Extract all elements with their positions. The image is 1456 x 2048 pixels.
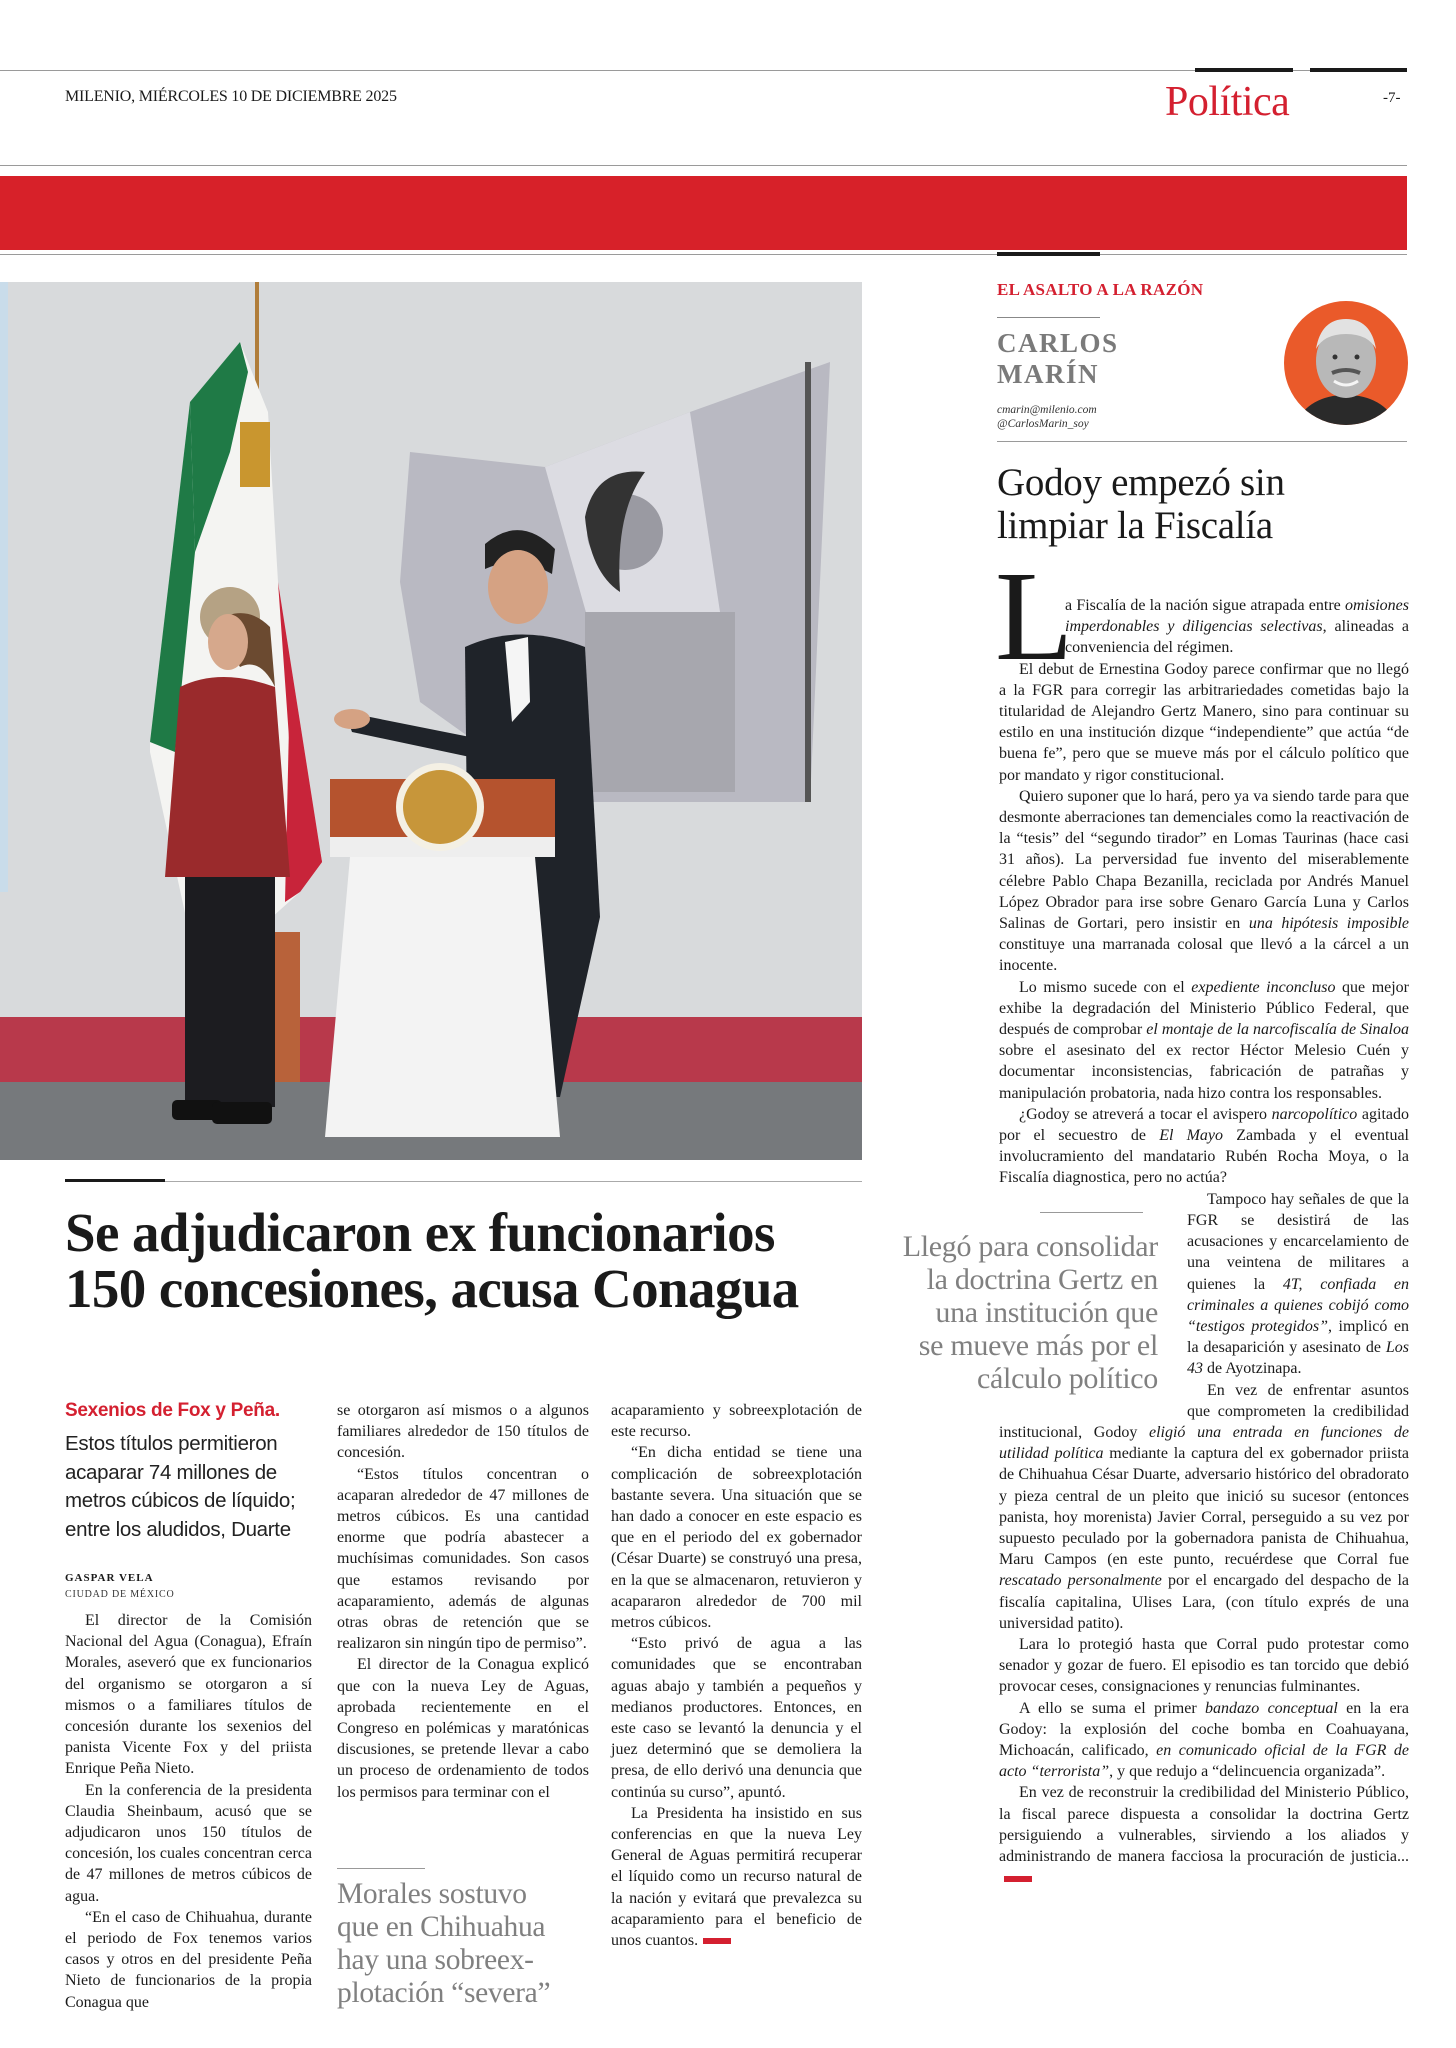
- author-first-name: CARLOS: [997, 328, 1119, 358]
- italic-text: eligió una entrada en funciones de utilidad política: [999, 1423, 1410, 1463]
- paragraph-text: El debut de Ernestina Godoy parece confirmar que no llegó a la FGR para corregir las arbitrariedades cometidas bajo la titularidad de Alejandro Gertz Manero, sino para continuar su estilo en una institución dizque “independiente” que actúa “de buena fe”, pero que se mueve más por el cálculo político que por mandato y rigor constitucional.: [999, 660, 1409, 784]
- column-paragraph: [995, 545, 1410, 687]
- paragraph-text: que mejor exhibe la degradación del Ministerio Público Federal, que después de comprobar: [999, 978, 1410, 1039]
- drop-cap-letter: L: [995, 545, 1074, 687]
- publication-date: MILENIO, MIÉRCOLES 10 DE DICIEMBRE 2025: [65, 88, 397, 105]
- column-accent-bar: [997, 252, 1100, 256]
- paragraph-text: El director de la Comisión Nacional del Agua (Conagua), Efraín Morales, aseveró que ex funcionarios del organismo se otorgaron a sí mismos o a familiares títulos de concesión durante los sexenios del panista Vicente Fox y del priista Enrique Peña Nieto.: [65, 1612, 312, 1778]
- paragraph-text: Lara lo protegió hasta que Corral pudo protestar como senador y gozar de fuero. El episodio es tan torcido que debió provocar ceses, consignaciones y renuncias fulminantes.: [999, 1635, 1409, 1696]
- paragraph-text: En vez de reconstruir la credibilidad del Ministerio Público, la fiscal parece dispuesta a consolidar la doctrina Gertz persiguiendo a vulnerables, sirviendo a los aliados y administrando de manera facciosa la procuración de justicia...: [999, 1784, 1409, 1865]
- article-byline: GASPAR VELA: [65, 1572, 154, 1584]
- article-pull-quote: [337, 1878, 550, 2010]
- headline-line: Godoy empezó sin: [997, 461, 1285, 504]
- article-column-3: [611, 1400, 862, 1951]
- article-paragraph: [337, 1400, 589, 1464]
- paragraph-text: “Estos títulos concentran o acaparan alrededor de 47 millones de metros cúbicos. Es una cantidad enorme que podría abastecer a muchísimas comunidades. Son casos que estamos revisando por acaparamiento, además de algunas otras obras de retención que se realizaron sin ningún tipo de permiso”.: [337, 1465, 589, 1653]
- article-column-2: [337, 1400, 589, 1803]
- article-paragraph: [337, 1464, 589, 1655]
- column-paragraph: [999, 786, 1409, 977]
- italic-text: rescatado personalmente: [999, 1572, 1162, 1590]
- paragraph-text: constituye una marranada colosal que llevó a la cárcel a un inocente.: [999, 936, 1409, 975]
- paragraph-text: , y que redujo a “delincuencia organizada”.: [1109, 1763, 1386, 1781]
- article-paragraph: [611, 1442, 862, 1633]
- header-accent-bar: [1195, 68, 1293, 72]
- headline-line: Se adjudicaron ex funcionarios: [65, 1202, 775, 1263]
- pull-quote-line: cálculo político: [977, 1362, 1158, 1395]
- paragraph-text: mediante la captura del ex gobernador priista de Chihuahua César Duarte, adversario histórico del obradorato y pieza central de un pleito que inició su sucesor (entonces panista, hoy morenista) Javier Corral, perseguido a su vez por supuesto peculado por la gobernadora panista de Chihuahua, Maru Campos (en este punto, recuérdese que Corral fue: [999, 1445, 1409, 1569]
- paragraph-text: sobre el asesinato del ex rector Héctor Melesio Cuén y documentar inconsistencias, fabricación de patrañas y manipulación probatoria, nada hizo contra los responsables.: [999, 1042, 1409, 1102]
- author-contact: [997, 403, 1097, 431]
- pull-quote-rule: [1040, 1212, 1143, 1213]
- paragraph-text: “Esto privó de agua a las comunidades que se encontraban aguas abajo y también a pequeños y medianos productores. Entonces, en este caso se levantó la denuncia y el juez determinó que se demoliera la presa, de ello derivó una denuncia que continúa su curso”, apuntó.: [611, 1635, 862, 1801]
- series-rule: [997, 317, 1100, 318]
- pull-quote-rule: [337, 1868, 425, 1869]
- paragraph-text: A ello se suma el primer: [1019, 1699, 1206, 1717]
- article-deck: Estos títulos permitieron acaparar 74 millones de metros cúbicos de líquido; entre los aludidos, Duarte: [65, 1432, 296, 1542]
- paragraph-text: a Fiscalía de la nación sigue atrapada entre: [1065, 597, 1345, 614]
- italic-text: omisiones imperdonables y diligencias selectivas: [1065, 597, 1409, 636]
- article-kicker: Sexenios de Fox y Peña.: [65, 1400, 280, 1421]
- paragraph-text: En vez de enfrentar asuntos que comprometen la credibilidad institucional, Godoy: [999, 1381, 1409, 1441]
- column-header-rule: [997, 441, 1407, 442]
- column-author: [997, 328, 1119, 390]
- article-paragraph: [611, 1400, 862, 1442]
- italic-text: bandazo conceptual: [1205, 1699, 1338, 1717]
- headline-accent-bar: [65, 1179, 165, 1182]
- pull-quote-line: Morales sostuvo: [337, 1878, 527, 1910]
- column-paragraph: [999, 977, 1409, 1104]
- italic-text: una hipótesis imposible: [1248, 915, 1410, 933]
- red-banner: [0, 176, 1407, 250]
- pull-quote-line: la doctrina Gertz en: [926, 1263, 1158, 1296]
- column-series-title: EL ASALTO A LA RAZÓN: [997, 280, 1204, 299]
- pull-quote-line: que en Chihuahua: [337, 1911, 546, 1943]
- paragraph-text: La Presidenta ha insistido en sus conferencias en que la nueva Ley General de Aguas permitirá recuperar el líquido como un recurso natural de la nación y evitará que prevalezca su acaparamiento para el beneficio de unos cuantos.: [611, 1804, 862, 1950]
- author-last-name: MARÍN: [997, 359, 1099, 389]
- paragraph-text: Quiero suponer que lo hará, pero ya va siendo tarde para que desmonte aberraciones tan demenciales como la reactivación de la “tesis” del “segundo tirador” en Lomas Taurinas (hace casi 31 años). La perversidad fue invento del miserablemente célebre Pablo Chapa Bezanilla, reciclada por Andrés Manuel López Obrador para irse sobre Genaro García Luna y Carlos Salinas de Gortari, pero insistir en: [999, 787, 1409, 933]
- column-paragraph: [999, 1104, 1409, 1189]
- article-column-1: [65, 1610, 312, 2013]
- paragraph-text: ¿Godoy se atreverá a tocar el avispero: [1019, 1105, 1272, 1123]
- author-twitter[interactable]: @CarlosMarin_soy: [997, 418, 1089, 430]
- headline-line: 150 concesiones, acusa Conagua: [65, 1258, 799, 1319]
- italic-text: Los 43: [1187, 1339, 1409, 1378]
- italic-text: 4T, confiada en criminales a quienes cobijó como “testigos protegidos”: [1187, 1275, 1409, 1335]
- paragraph-text: Lo mismo sucede con el: [1019, 978, 1192, 996]
- headline-rule: [65, 1181, 862, 1182]
- header-accent-bar: [1310, 68, 1407, 72]
- article-dateline: CIUDAD DE MÉXICO: [65, 1589, 175, 1600]
- drop-cap: [995, 545, 1074, 687]
- article-paragraph: [337, 1654, 589, 1802]
- page-number: -7-: [1383, 90, 1401, 106]
- news-photo: [0, 282, 862, 1160]
- section-title: Política: [1165, 79, 1290, 125]
- italic-text: en comunicado oficial de la FGR de acto “terrorista”: [999, 1741, 1409, 1781]
- banner-bottom-rule: [0, 254, 1407, 255]
- end-mark: [703, 1938, 731, 1944]
- column-paragraph: [999, 1634, 1409, 1698]
- article-paragraph: [65, 1610, 312, 1780]
- end-mark: [1004, 1876, 1032, 1882]
- paragraph-text: “En dicha entidad se tiene una complicación de sobreexplotación bastante severa. Una situación que se han dado a conocer en este espacio es que en el periodo del ex gobernador (César Duarte) se construyó una presa, en la que se almacenaron, retuvieron y acapararon alrededor de 700 mil metros cúbicos.: [611, 1444, 862, 1632]
- pull-quote-line: Llegó para consolidar: [902, 1230, 1158, 1263]
- column-headline: [997, 461, 1285, 547]
- pull-quote-line: se mueve más por el: [918, 1329, 1158, 1362]
- article-headline: [65, 1202, 799, 1319]
- paragraph-text: En la conferencia de la presidenta Claudia Sheinbaum, acusó que se adjudicaron unos 150 títulos de concesión, los cuales concentran cerca de 47 millones de metros cúbicos de agua.: [65, 1781, 312, 1905]
- paragraph-text: , implicó en la desaparición y asesinato de: [1187, 1317, 1409, 1357]
- paragraph-text: agitado por el secuestro de: [999, 1105, 1409, 1145]
- column-paragraph: [999, 1698, 1409, 1783]
- paragraph-text: se otorgaron así mismos o a algunos familiares alrededor de 150 títulos de concesión.: [337, 1402, 589, 1462]
- author-avatar: [1284, 301, 1408, 425]
- paragraph-text: por el encargado del despacho de la fiscalía capitalina, Ulises Lara, (con título exprés de una universidad patito).: [999, 1572, 1410, 1632]
- column-pull-quote: [880, 1230, 1158, 1395]
- paragraph-text: en la era Godoy: la explosión del coche bomba en Coahuayana, Michoacán, calificado,: [999, 1699, 1409, 1759]
- paragraph-text: Tampoco hay señales de que la FGR se desistirá de las acusaciones y encarcelamiento de una veintena de militares a quienes la: [1187, 1190, 1409, 1293]
- article-paragraph: [611, 1803, 862, 1951]
- paragraph-text: “En el caso de Chihuahua, durante el periodo de Fox tenemos varios casos y otros en del presidente Peña Nieto de funcionarios de la propia Conagua que: [65, 1908, 312, 2011]
- paragraph-text: , alineadas a conveniencia del régimen.: [1065, 618, 1410, 657]
- pull-quote-line: una institución que: [935, 1296, 1158, 1329]
- italic-text: el montaje de la narcofiscalía de Sinaloa: [1146, 1021, 1409, 1039]
- paragraph-text: El director de la Conagua explicó que con la nueva Ley de Aguas, aprobada recientemente en el Congreso en polémicas y maratónicas discusiones, se pretende llevar a cabo un proceso de ordenamiento de todos los permisos para terminar con el: [337, 1656, 589, 1801]
- headline-line: limpiar la Fiscalía: [997, 504, 1273, 547]
- italic-text: expediente inconcluso: [1191, 978, 1336, 996]
- column-paragraph: [999, 1782, 1409, 1888]
- paragraph-text: de Ayotzinapa.: [1203, 1360, 1302, 1378]
- article-paragraph: [65, 1907, 312, 2013]
- paragraph-text: Zambada y el eventual involucramiento del mandatario Rubén Rocha Moya, o la Fiscalía diagnostica, pero no actúa?: [999, 1127, 1409, 1187]
- article-paragraph: [611, 1633, 862, 1803]
- article-paragraph: [65, 1780, 312, 1907]
- author-email[interactable]: cmarin@milenio.com: [997, 404, 1097, 416]
- pull-quote-line: plotación “severa”: [337, 1977, 551, 2009]
- header-bottom-rule: [0, 165, 1407, 166]
- paragraph-text: acaparamiento y sobreexplotación de este recurso.: [611, 1402, 862, 1441]
- pull-quote-line: hay una sobreex-: [337, 1944, 534, 1976]
- italic-text: narcopolítico: [1271, 1105, 1358, 1123]
- italic-text: El Mayo: [1159, 1127, 1224, 1145]
